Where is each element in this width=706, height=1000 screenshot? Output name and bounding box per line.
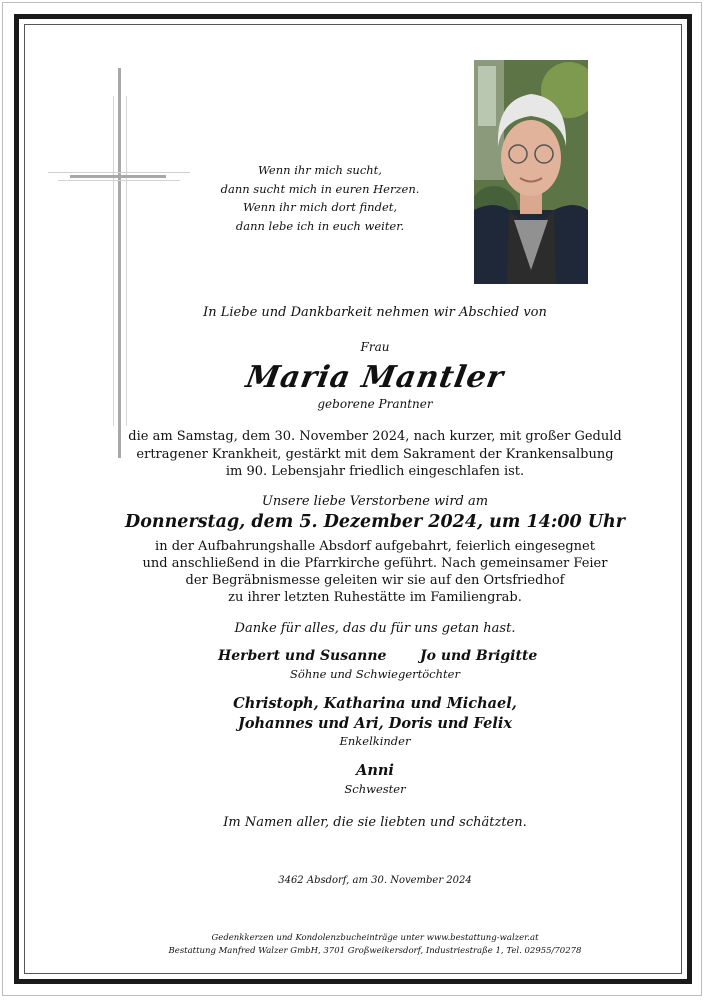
mourner-children-b: Jo und Brigitte: [420, 648, 538, 664]
sister-role: Schwester: [344, 782, 406, 796]
poem-line: Wenn ihr mich dort findet,: [242, 200, 398, 214]
burial-details-line: zu ihrer letzten Ruhestätte im Familiengrab.: [228, 590, 522, 605]
footer-line: Bestattung Manfred Walzer GmbH, 3701 Großweikersdorf, Industriestraße 1, Tel. 02955/70278: [168, 946, 582, 956]
death-notice-line: die am Samstag, dem 30. November 2024, nach kurzer, mit großer Geduld: [128, 429, 622, 444]
poem-line: dann sucht mich in euren Herzen.: [220, 181, 420, 196]
death-notice-line: im 90. Lebensjahr friedlich eingeschlafen ist.: [225, 464, 525, 479]
place-date: 3462 Absdorf, am 30. November 2024: [278, 875, 472, 886]
death-notice-line: ertragener Krankheit, gestärkt mit dem Sakrament der Krankensalbung: [136, 446, 614, 462]
closing-line: Im Namen aller, die sie liebten und schätzten.: [223, 815, 527, 830]
portrait-photo: [474, 60, 588, 284]
burial-details: [110, 538, 640, 606]
poem: [220, 161, 420, 235]
poem-line: dann lebe ich in euch weiter.: [235, 218, 405, 233]
poem-line: Wenn ihr mich sucht,: [258, 163, 382, 177]
grandchildren-line: Johannes und Ari, Doris und Felix: [237, 715, 513, 732]
burial-details-line: und anschließend in die Pfarrkirche geführt. Nach gemeinsamer Feier: [142, 556, 608, 571]
thanks-line: Danke für alles, das du für uns getan hast.: [234, 621, 516, 636]
farewell-intro: In Liebe und Dankbarkeit nehmen wir Abschied von: [203, 305, 547, 320]
deceased-name: Maria Mantler: [243, 360, 507, 395]
burial-details-line: in der Aufbahrungshalle Absdorf aufgebahrt, feierlich eingesegnet: [155, 539, 595, 554]
grandchildren-role: Enkelkinder: [339, 734, 411, 748]
birth-name: geborene Prantner: [317, 397, 433, 411]
burial-details-line: der Begräbnismesse geleiten wir sie auf den Ortsfriedhof: [185, 573, 565, 588]
title-prefix: Frau: [360, 340, 390, 354]
footer-line: Gedenkkerzen und Kondolenzbucheinträge unter www.bestattung-walzer.at: [211, 933, 539, 943]
mourner-children-a: Herbert und Susanne: [218, 648, 387, 664]
funeral-home-footer: [110, 932, 640, 958]
mourner-grandchildren: [110, 694, 640, 734]
death-notice: [110, 428, 640, 481]
burial-date: Donnerstag, dem 5. Dezember 2024, um 14:00 Uhr: [125, 512, 625, 532]
burial-intro: Unsere liebe Verstorbene wird am: [261, 494, 489, 509]
grandchildren-line: Christoph, Katharina und Michael,: [233, 695, 517, 712]
children-role: Söhne und Schwiegertöchter: [290, 667, 460, 681]
mourner-sister: Anni: [356, 762, 394, 779]
